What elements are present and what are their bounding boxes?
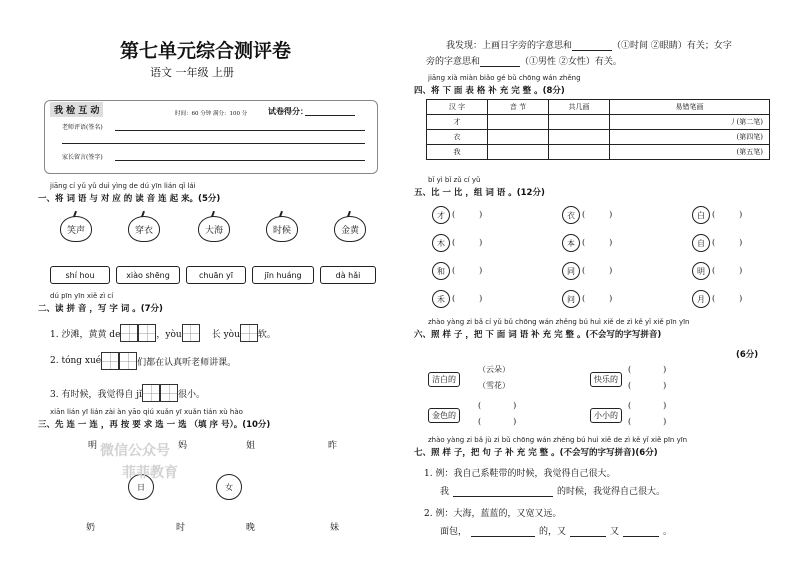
- q2-line3: [50, 384, 205, 402]
- q1-pinyin: jiāng cí yǔ yǔ duì yìng de dú yīn lián qǐ lái: [50, 182, 196, 190]
- q2-title: 二、读 拼 音 ，写 字 词 。(7分): [38, 304, 163, 314]
- word-bracket[interactable]: ( ): [582, 266, 613, 275]
- reading-scroll-2[interactable]: [116, 266, 180, 284]
- stroke-count-cell[interactable]: [549, 130, 610, 145]
- q3-pinyin: xiān lián yī lián zài àn yāo qiú xuǎn yī xuǎn tián xù hào: [50, 408, 243, 416]
- reading-label: chuān yī: [198, 270, 233, 280]
- word-label: 大海: [204, 225, 223, 236]
- time-info: 时间：60 分钟 满分：100 分: [175, 111, 248, 117]
- parent-message-label: 家长留言(签字): [62, 154, 103, 161]
- char-circle: 才: [432, 206, 450, 224]
- char-circle: 衣: [562, 206, 580, 224]
- table-header: 音 节: [488, 100, 549, 115]
- word-apple-4[interactable]: [266, 216, 298, 242]
- syllable-cell[interactable]: [488, 130, 549, 145]
- q7-example-2: 2. 例：大海，蓝蓝的，又宽又远。: [424, 509, 562, 519]
- radical-label: 女: [225, 482, 233, 492]
- word-bracket[interactable]: ( ): [712, 238, 743, 247]
- teacher-comment-line[interactable]: [115, 130, 365, 131]
- discovery-blank-2[interactable]: [480, 54, 520, 67]
- top-char-1[interactable]: 明: [88, 441, 98, 451]
- tian-box[interactable]: [120, 324, 138, 342]
- word-bracket[interactable]: ( ): [452, 238, 483, 247]
- watermark-line-1: 微信公众号: [100, 443, 170, 459]
- discovery-text-2: 旁的字意思和: [426, 57, 481, 67]
- bottom-char-3[interactable]: 晚: [246, 523, 256, 533]
- reading-scroll-3[interactable]: [186, 266, 246, 284]
- q5-pinyin: bǐ yì bǐ zǔ cí yǔ: [428, 176, 481, 184]
- syllable-cell[interactable]: [488, 115, 549, 130]
- char-circle: 自: [692, 234, 710, 252]
- word-bracket[interactable]: ( ): [712, 210, 743, 219]
- q7-fill-2-d: 。: [663, 527, 673, 537]
- answer-line[interactable]: [453, 484, 553, 497]
- top-char-3[interactable]: 姐: [246, 441, 256, 451]
- example-2: （雪花）: [478, 381, 510, 390]
- q2-line1-b: ，yòu: [156, 329, 182, 340]
- table-row: [427, 115, 770, 130]
- word-bracket[interactable]: ( ): [582, 294, 613, 303]
- q2-line1-a: 1. 沙滩，黄黄 de: [50, 329, 121, 340]
- bottom-char-4[interactable]: 妹: [330, 523, 340, 533]
- top-char-2[interactable]: 妈: [178, 441, 188, 451]
- word-label: 笑声: [66, 225, 85, 236]
- word-bracket[interactable]: ( ): [452, 266, 483, 275]
- reading-scroll-5[interactable]: [320, 266, 376, 284]
- word-apple-1[interactable]: [60, 216, 92, 242]
- q3-title: 三、先 连 一 连 ，再 按 要 求 选 一 选 （填 序 号）。(10分): [38, 420, 271, 430]
- syllable-cell[interactable]: [488, 145, 549, 160]
- q4-title: 四、将 下 面 表 格 补 充 完 整 。(8分): [414, 86, 565, 96]
- answer-line[interactable]: [623, 524, 659, 537]
- q7-fill-2-b: 的，又: [539, 527, 567, 537]
- fill-bracket[interactable]: ( ): [628, 381, 667, 390]
- reading-label: jīn huáng: [264, 270, 302, 280]
- q2-line3-b: 很小。: [177, 389, 205, 400]
- watermark: [100, 440, 178, 484]
- bottom-char-1[interactable]: 奶: [86, 523, 96, 533]
- q7-fill-1-b: 的时候，我觉得自己很大。: [557, 487, 666, 497]
- answer-line[interactable]: [570, 524, 606, 537]
- word-bracket[interactable]: ( ): [582, 238, 613, 247]
- stroke-count-cell[interactable]: [549, 145, 610, 160]
- q5-title: 五、比 一 比 ，组 词 语 。(12分): [414, 188, 545, 198]
- table-char: 我: [427, 145, 488, 160]
- discovery-line-2: [426, 54, 622, 67]
- teacher-comment-line-2[interactable]: [62, 143, 365, 144]
- example-1: （云朵）: [478, 365, 510, 374]
- adj-leaf-2: 金色的: [428, 408, 460, 423]
- discovery-blank-1[interactable]: [572, 38, 612, 51]
- word-bracket[interactable]: ( ): [452, 294, 483, 303]
- score-line[interactable]: [305, 115, 355, 116]
- q7-pinyin: zhào yàng zi bǎ jù zi bǔ chōng wán zhěng bú huì xiě de zì kě yǐ xiě pīn yīn: [428, 436, 688, 444]
- q7-fill-1-a: 我: [440, 487, 450, 497]
- table-char: 衣: [427, 130, 488, 145]
- tian-box[interactable]: [101, 352, 119, 370]
- q2-line1: [50, 324, 276, 342]
- stroke-hint[interactable]: 丿(第二笔): [610, 115, 770, 130]
- word-label: 时候: [272, 225, 291, 236]
- q2-pinyin: dú pīn yīn xiě zì cí: [50, 292, 114, 300]
- fill-bracket[interactable]: ( ): [478, 417, 517, 426]
- answer-line[interactable]: [471, 524, 535, 537]
- word-apple-3[interactable]: [198, 216, 230, 242]
- discovery-line-1: [446, 38, 732, 51]
- word-bracket[interactable]: ( ): [712, 294, 743, 303]
- parent-message-line[interactable]: [115, 160, 365, 161]
- char-circle: 和: [432, 262, 450, 280]
- q2-line2: [50, 352, 236, 370]
- radical-apple-right: [216, 474, 242, 500]
- tian-box[interactable]: [160, 384, 178, 402]
- char-circle: 本: [562, 234, 580, 252]
- char-circle: 明: [692, 262, 710, 280]
- stroke-count-cell[interactable]: [549, 115, 610, 130]
- stroke-table: [426, 99, 770, 160]
- page-subtitle: 语文 一年级 上册: [150, 66, 234, 79]
- table-header: 汉 字: [427, 100, 488, 115]
- char-circle: 木: [432, 234, 450, 252]
- fill-bracket[interactable]: ( ): [628, 401, 667, 410]
- tian-box[interactable]: [240, 324, 258, 342]
- q2-line3-a: 3. 有时候，我觉得自 jǐ: [50, 389, 142, 400]
- adj-leaf-1: 洁白的: [428, 372, 460, 387]
- table-header: 共几画: [549, 100, 610, 115]
- reading-label: xiào shēng: [126, 270, 170, 280]
- q7-fill-2-c: 又: [610, 527, 620, 537]
- word-apple-5[interactable]: [334, 216, 366, 242]
- q7-fill-2-a: 面包，: [440, 527, 468, 537]
- radical-label: 日: [137, 482, 145, 492]
- q1-title: 一、将 词 语 与 对 应 的 读 音 连 起 来。(5分): [38, 194, 221, 204]
- interaction-badge: 我 检 互 动: [50, 102, 103, 117]
- word-bracket[interactable]: ( ): [452, 210, 483, 219]
- reading-scroll-1[interactable]: [50, 266, 110, 284]
- page-title: 第七单元综合测评卷: [120, 40, 292, 62]
- fill-bracket[interactable]: ( ): [478, 401, 517, 410]
- word-label: 穿衣: [134, 225, 153, 236]
- q7-fill-1: [440, 484, 665, 497]
- word-label: 金黄: [340, 225, 359, 236]
- q6-title: 六、照 样 子 ，把 下 面 词 语 补 充 完 整 。(不会写的字写拼音): [414, 330, 662, 340]
- char-circle: 问: [562, 290, 580, 308]
- discovery-text-1: 我发现：上画日字旁的字意思和: [446, 41, 573, 51]
- watermark-line-2: 菲菲教育: [122, 465, 178, 481]
- q4-pinyin: jiāng xià miàn biǎo gé bǔ chōng wán zhěng: [428, 74, 581, 82]
- discovery-opts-2: （①男性 ②女性）有关。: [520, 57, 622, 67]
- table-header: 易错笔画: [610, 100, 770, 115]
- q6-score: (6分): [736, 350, 759, 360]
- tian-box[interactable]: [119, 352, 137, 370]
- q2-line2-b: 们都在认真听老师讲课。: [137, 357, 237, 368]
- score-label: 试卷得分：: [268, 106, 308, 116]
- adj-leaf-3: 快乐的: [590, 372, 622, 387]
- q6-pinyin: zhào yàng zi bǎ cí yǔ bǔ chōng wán zhěng bú huì xiě de zì kě yǐ xiě pīn yīn: [428, 318, 690, 326]
- table-row: [427, 145, 770, 160]
- word-bracket[interactable]: ( ): [582, 210, 613, 219]
- discovery-opts-1: （①时间 ②眼睛）有关；女字: [612, 41, 732, 51]
- tian-box[interactable]: [142, 384, 160, 402]
- reading-scroll-4[interactable]: [252, 266, 314, 284]
- char-circle: 同: [562, 262, 580, 280]
- table-row: [427, 130, 770, 145]
- char-circle: 月: [692, 290, 710, 308]
- q7-example-1: 1. 例：我自己系鞋带的时候，我觉得自己很大。: [424, 469, 616, 479]
- bottom-char-2[interactable]: 时: [176, 523, 186, 533]
- char-circle: 白: [692, 206, 710, 224]
- table-header-row: [427, 100, 770, 115]
- tian-box[interactable]: [138, 324, 156, 342]
- stroke-hint[interactable]: (第四笔): [610, 130, 770, 145]
- teacher-comment-label: 老师评语(签名): [62, 124, 103, 131]
- reading-label: dà hǎi: [335, 270, 361, 280]
- q2-line1-d: 软。: [257, 329, 276, 340]
- tian-box[interactable]: [182, 324, 200, 342]
- top-char-4[interactable]: 昨: [328, 441, 338, 451]
- table-char: 才: [427, 115, 488, 130]
- adj-leaf-4: 小小的: [590, 408, 622, 423]
- q2-line1-c: 长 yòu: [211, 329, 240, 340]
- q7-fill-2: [440, 524, 672, 537]
- reading-label: shí hou: [65, 270, 95, 280]
- fill-bracket[interactable]: ( ): [628, 365, 667, 374]
- fill-bracket[interactable]: ( ): [628, 417, 667, 426]
- q2-line2-a: 2. tóng xué: [50, 356, 102, 366]
- word-bracket[interactable]: ( ): [712, 266, 743, 275]
- stroke-hint[interactable]: (第五笔): [610, 145, 770, 160]
- q7-title: 七、照 样 子，把 句 子 补 充 完 整 。(不会写的字写拼音)(6分): [414, 448, 658, 458]
- char-circle: 禾: [432, 290, 450, 308]
- word-apple-2[interactable]: [128, 216, 160, 242]
